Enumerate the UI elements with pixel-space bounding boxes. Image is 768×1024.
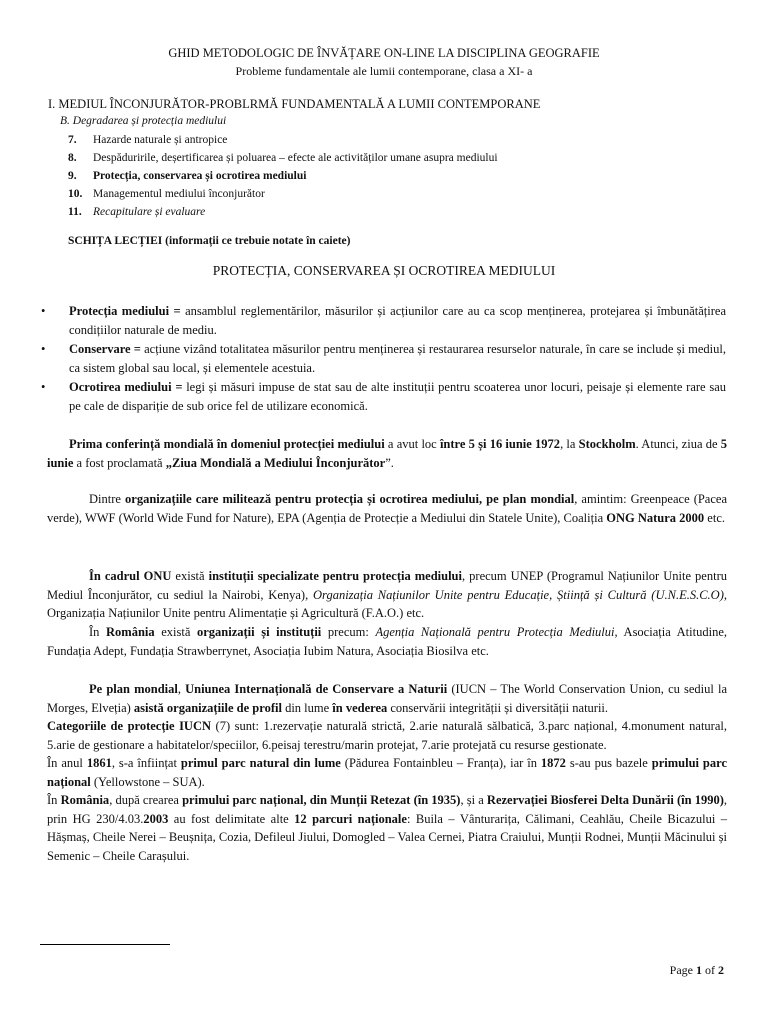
text: precum: <box>321 625 376 639</box>
text: , Asociația Atitudine, Fundația Adept, Fundația Strawberrynet, Asociația Iubim Natura, Asociația Biosilva etc. <box>47 625 727 658</box>
definition-term: Protecția mediului = <box>69 304 181 318</box>
lesson-item <box>68 203 748 221</box>
bold-text: 2003 <box>143 811 169 826</box>
lesson-list <box>68 131 748 221</box>
lesson-sketch-label: SCHIȚA LECȚIEI (informații ce trebuie notate în caiete) <box>68 235 351 247</box>
text: conservării integrității și diversității naturii. <box>387 700 609 715</box>
text: etc. <box>704 510 725 525</box>
definition-text: acțiune vizând totalitatea măsurilor pentru menținerea și restaurarea resurselor naturale, în care se include și mediul, ca sistem global sau local, și elementele acestuia. <box>69 342 726 375</box>
bold-text: 5 iunie <box>47 437 727 470</box>
paragraph-romania-institutions <box>47 623 727 660</box>
page-separator: of <box>702 963 718 977</box>
lesson-item <box>68 185 748 203</box>
text: a fost proclamată <box>73 455 166 470</box>
bold-text: Uniunea Internațională de Conservare a Naturii <box>185 682 448 696</box>
bold-text: Prima conferință mondială în domeniul protecției mediului <box>69 437 385 451</box>
bold-text: între 5 și 16 iunie 1972 <box>439 437 561 451</box>
document-title: GHID METODOLOGIC DE ÎNVĂȚARE ON-LINE LA DISCIPLINA GEOGRAFIE <box>168 46 600 60</box>
bold-text: Stockholm <box>578 437 636 451</box>
bold-text: organizațiile care militează pentru protecția și ocrotirea mediului, pe plan mondial <box>125 492 575 506</box>
text: din lume <box>281 700 333 715</box>
lesson-number: 11. <box>68 206 82 218</box>
paragraph-onu <box>47 567 727 623</box>
text: , amintim: Greenpeace (Pacea verde), WWF (World Wide Fund for Nature), EPA (Agenția de Protecție a Mediului din Statele Unite), Coaliția <box>47 492 728 525</box>
lesson-item-current <box>68 167 748 185</box>
subsection-title: B. Degradarea și protecția mediului <box>60 115 227 127</box>
bullet-icon: • <box>41 304 46 318</box>
bold-text: primului parc național <box>47 756 728 789</box>
paragraph-romania-parks <box>47 791 727 865</box>
bold-text: Categoriile de protecție IUCN <box>47 719 212 733</box>
page-total: 2 <box>718 963 724 977</box>
text: există <box>171 569 209 583</box>
paragraph-organizations <box>47 490 727 527</box>
text: , la <box>560 437 579 451</box>
lesson-number: 9. <box>68 170 77 182</box>
bold-text: ONG Natura 2000 <box>606 510 705 525</box>
text: (IUCN – The World Conservation Union, cu sediul la Morges, Elveția) <box>47 682 728 715</box>
section-title: I. MEDIUL ÎNCONJURĂTOR-PROBLRMĂ FUNDAMENTALĂ A LUMII CONTEMPORANE <box>48 97 541 111</box>
paragraph-iucn <box>47 680 727 717</box>
lesson-text: Managementul mediului înconjurător <box>93 188 265 200</box>
text: În anul <box>47 756 87 770</box>
lesson-text: Despăduririle, deșertificarea și poluarea – efecte ale activităților umane asupra mediului <box>93 152 498 164</box>
definition-item <box>40 378 726 416</box>
bold-text: Rezervației Biosferei Delta Dunării (în 1990) <box>486 793 724 807</box>
definition-item <box>40 302 726 340</box>
paragraph-iucn-categories <box>47 717 727 754</box>
page-prefix: Page <box>669 963 696 977</box>
definition-term: Ocrotirea mediului = <box>69 380 183 394</box>
bold-text: organizații și instituții <box>196 625 322 639</box>
italic-text: Agenția Națională pentru Protecția Mediului <box>375 625 615 639</box>
lesson-text: Protecția, conservarea și ocrotirea mediului <box>93 170 307 182</box>
text: (7) sunt: 1.rezervație naturală strictă, 2.arie naturală sălbatică, 3.parc național, 4.monument natural, 5.arie de gestionare a habitatelor/speciilor, 6.peisaj terestru/marin protejat, 7.arie protejată cu resurse gestionate. <box>47 719 727 752</box>
lesson-text: Recapitulare și evaluare <box>93 206 206 218</box>
text: , Organizația Națiunilor Unite pentru Alimentație și Agricultură (F.A.O.) etc. <box>47 587 727 620</box>
bold-text: primului parc național, din Munții Retezat (în 1935) <box>182 793 461 807</box>
lesson-item <box>68 149 748 167</box>
bold-text: În cadrul ONU <box>89 569 172 583</box>
definition-term: Conservare = <box>69 342 141 356</box>
document-subtitle: Probleme fundamentale ale lumii contemporane, clasa a XI- a <box>235 64 533 78</box>
text: ”. <box>385 455 394 470</box>
lesson-number: 10. <box>68 188 83 200</box>
text: : Buila – Vânturarița, Călimani, Ceahlău, Cheile Bicazului – Hășmaș, Cheile Nerei – Beușnița, Cozia, Defileul Jiului, Domogled – Valea Cernei, Piatra Craiului, Munții Rodnei, Munții Măcinului și Semenic – Cheile Carașului. <box>47 811 727 863</box>
definitions-list <box>40 302 726 416</box>
definition-item <box>40 340 726 378</box>
text: În <box>47 793 61 807</box>
bold-text: asistă organizațiile de profil <box>133 700 282 715</box>
text: există <box>154 625 197 639</box>
bold-text: România <box>60 793 110 807</box>
bullet-icon: • <box>41 380 46 394</box>
text: a avut loc <box>384 437 440 451</box>
footnote-separator <box>40 944 170 945</box>
bold-text: „Ziua Mondială a Mediului Înconjurător <box>165 455 386 470</box>
lesson-number: 7. <box>68 134 77 146</box>
page-number <box>560 963 724 978</box>
bold-text: în vederea <box>332 700 388 715</box>
italic-text: Organizația Națiunilor Unite pentru Educație, Știință și Cultură (U.N.E.S.C.O) <box>313 587 724 602</box>
text: , <box>177 682 186 696</box>
paragraph-first-parks <box>47 754 727 791</box>
lesson-text: Hazarde naturale și antropice <box>93 134 228 146</box>
text: (Yellowstone – SUA). <box>90 774 205 789</box>
definition-text: ansamblul reglementărilor, măsurilor și acțiunilor care au ca scop menținerea, protejarea și îmbunătățirea condițiilor naturale de mediu. <box>69 304 726 337</box>
text: (Pădurea Fontainbleu – Franța), iar în <box>340 756 541 770</box>
lesson-number: 8. <box>68 152 77 164</box>
bold-text: Pe plan mondial <box>89 682 178 696</box>
bold-text: România <box>106 625 155 639</box>
paragraph-block-iucn <box>47 680 727 865</box>
bullet-icon: • <box>41 342 46 356</box>
text: , s-a înființat <box>111 756 181 770</box>
bold-text: 1872 <box>540 756 566 770</box>
text: , prin HG 230/4.03. <box>47 793 727 826</box>
text: , și a <box>460 793 487 807</box>
bold-text: primul parc natural din lume <box>180 756 341 770</box>
lesson-item <box>68 131 748 149</box>
text: au fost delimitate alte <box>168 811 295 826</box>
text: În <box>89 625 107 639</box>
paragraph-stockholm <box>47 435 727 472</box>
text: Dintre <box>89 492 126 506</box>
definition-text: legi și măsuri impuse de stat sau de alte instituții pentru scoaterea unor locuri, peisaje și elemente rare sau pe cale de dispariție de sub orice fel de utilizare economică. <box>69 380 726 413</box>
bold-text: 1861 <box>86 756 112 770</box>
text: s-au pus bazele <box>565 756 652 770</box>
bold-text: 12 parcuri naționale <box>294 811 407 826</box>
main-title: PROTECȚIA, CONSERVAREA ȘI OCROTIREA MEDIULUI <box>212 263 556 278</box>
bold-text: instituții specializate pentru protecția mediului <box>208 569 462 583</box>
page-current: 1 <box>696 963 702 977</box>
text: , precum UNEP (Programul Națiunilor Unite pentru Mediul Înconjurător, cu sediul la Nairobi, Kenya), <box>47 569 727 602</box>
text: , după crearea <box>109 793 183 807</box>
text: . Atunci, ziua de <box>635 437 721 451</box>
